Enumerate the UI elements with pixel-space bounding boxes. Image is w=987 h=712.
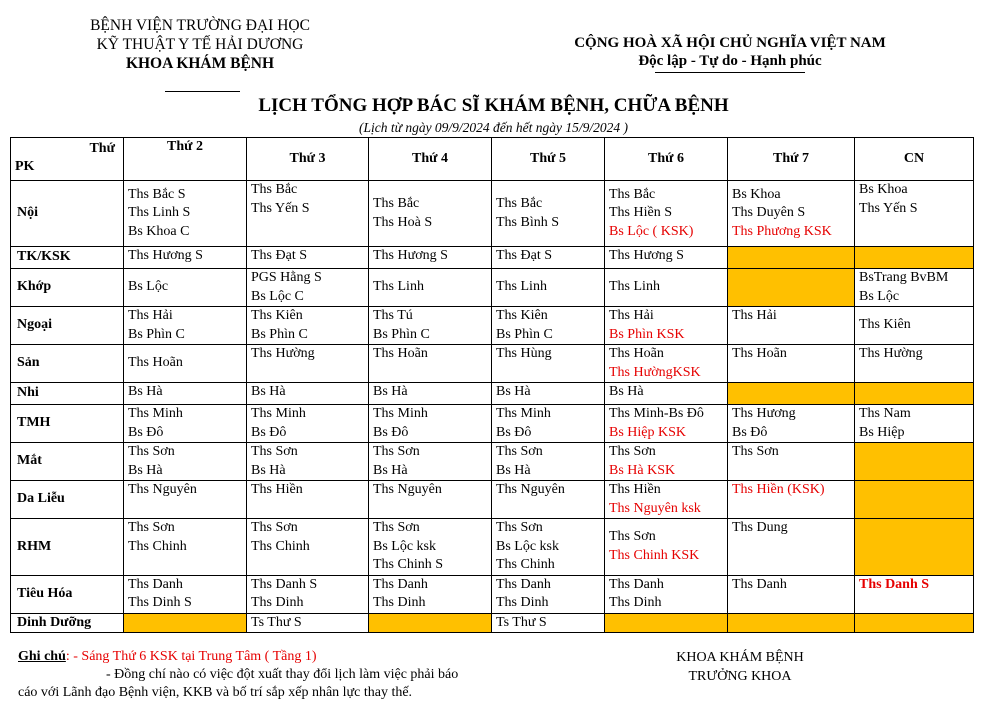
schedule-cell bbox=[855, 269, 974, 307]
pk-name-cell: Khớp bbox=[11, 269, 124, 307]
schedule-cell bbox=[369, 269, 492, 307]
doctor-name: Ths Sơn bbox=[496, 520, 543, 535]
doctor-name: Ths Bắc S bbox=[128, 186, 186, 202]
table-row bbox=[11, 481, 974, 519]
doctor-name: Ths Yến S bbox=[859, 200, 918, 216]
doctor-name: Bs Khoa bbox=[732, 186, 781, 202]
schedule-cell bbox=[492, 181, 605, 247]
doctor-name: Ths Minh bbox=[128, 406, 183, 421]
pk-name-cell: Mắt bbox=[11, 443, 124, 481]
pk-name-cell: Nội bbox=[11, 181, 124, 247]
table-row bbox=[11, 613, 974, 633]
doctor-name: Ths Danh S bbox=[251, 576, 318, 592]
doctor-name: Ths Hương S bbox=[373, 248, 448, 263]
schedule-body bbox=[11, 181, 974, 633]
note-line2: - Đồng chí nào có việc đột xuất thay đổi lịch làm việc phải báo bbox=[106, 667, 459, 682]
doctor-name: Ths Nguyên bbox=[496, 482, 565, 497]
schedule-cell bbox=[247, 345, 369, 383]
schedule-cell bbox=[728, 307, 855, 345]
signature-title: TRƯỞNG KHOA bbox=[688, 669, 792, 684]
signature-department: KHOA KHÁM BỆNH bbox=[676, 650, 804, 665]
doctor-name: Ths Minh bbox=[496, 406, 551, 421]
motto-underline bbox=[655, 72, 805, 73]
day-header: Thứ 6 bbox=[605, 138, 728, 181]
schedule-cell bbox=[492, 613, 605, 633]
doctor-name: Ths Bắc bbox=[496, 196, 543, 211]
schedule-cell bbox=[247, 519, 369, 576]
schedule-cell bbox=[855, 405, 974, 443]
schedule-cell bbox=[124, 383, 247, 405]
schedule-cell bbox=[728, 443, 855, 481]
hospital-header bbox=[40, 16, 360, 73]
schedule-cell bbox=[728, 519, 855, 576]
schedule-cell bbox=[247, 269, 369, 307]
doctor-name: Ths Hiền (KSK) bbox=[732, 482, 825, 497]
doctor-name: Ths Bắc bbox=[609, 186, 656, 202]
schedule-cell bbox=[124, 307, 247, 345]
table-row bbox=[11, 383, 974, 405]
doctor-name: Bs Hà bbox=[373, 462, 408, 478]
schedule-cell bbox=[124, 269, 247, 307]
doctor-name: Ths Bắc bbox=[373, 196, 420, 211]
doctor-name: Ths Chinh bbox=[496, 557, 555, 572]
doctor-name: Ths Kiên bbox=[496, 308, 548, 323]
schedule-cell bbox=[247, 383, 369, 405]
national-header bbox=[540, 34, 920, 73]
note-block bbox=[18, 648, 538, 702]
schedule-cell bbox=[124, 345, 247, 383]
schedule-cell bbox=[492, 481, 605, 519]
table-header-row bbox=[11, 138, 974, 181]
schedule-cell bbox=[605, 383, 728, 405]
doctor-name: Ths Dinh bbox=[373, 595, 426, 610]
empty-cell bbox=[855, 481, 974, 519]
doctor-name: Ths Hoãn bbox=[732, 346, 787, 361]
table-row bbox=[11, 345, 974, 383]
schedule-cell bbox=[605, 481, 728, 519]
doctor-name: Ths Đạt S bbox=[496, 248, 552, 263]
doctor-name: Bs Hà bbox=[251, 462, 286, 478]
doctor-name: Ths Hoãn bbox=[128, 355, 183, 371]
doctor-name: Ths Chinh bbox=[251, 538, 310, 554]
schedule-cell bbox=[605, 575, 728, 613]
doctor-name: BsTrang BvBM bbox=[859, 270, 949, 285]
schedule-cell bbox=[492, 405, 605, 443]
empty-cell bbox=[728, 613, 855, 633]
day-header: Thứ 3 bbox=[247, 138, 369, 181]
schedule-cell bbox=[855, 345, 974, 383]
note-label: Ghi chú bbox=[18, 649, 66, 664]
doctor-name: Bs Hà bbox=[128, 462, 163, 478]
table-row bbox=[11, 247, 974, 269]
schedule-cell bbox=[605, 181, 728, 247]
doctor-name: Bs Phìn C bbox=[496, 326, 553, 342]
empty-cell bbox=[855, 613, 974, 633]
empty-cell bbox=[369, 613, 492, 633]
schedule-cell bbox=[728, 345, 855, 383]
note-line1 bbox=[18, 648, 538, 666]
schedule-cell bbox=[247, 307, 369, 345]
schedule-cell bbox=[492, 575, 605, 613]
schedule-cell bbox=[369, 307, 492, 345]
hospital-name-line2: KỸ THUẬT Y TẾ HẢI DƯƠNG bbox=[96, 36, 304, 53]
schedule-cell bbox=[369, 519, 492, 576]
doctor-name: Ths Kiên bbox=[251, 308, 303, 323]
schedule-cell bbox=[728, 405, 855, 443]
corner-cell bbox=[11, 138, 124, 181]
schedule-cell bbox=[124, 481, 247, 519]
doctor-name: Ths Minh-Bs Đô bbox=[609, 406, 704, 421]
corner-pk-label: PK bbox=[15, 158, 35, 174]
doctor-name: Ths Sơn bbox=[609, 529, 656, 545]
empty-cell bbox=[728, 383, 855, 405]
doctor-name: Ths Sơn bbox=[128, 520, 175, 535]
empty-cell bbox=[855, 519, 974, 576]
hospital-name-line1: BỆNH VIỆN TRƯỜNG ĐẠI HỌC bbox=[90, 17, 310, 34]
schedule-cell bbox=[124, 405, 247, 443]
doctor-name: Bs Lộc C bbox=[251, 288, 304, 304]
doctor-name: Bs Đô bbox=[251, 424, 287, 440]
doctor-name: Bs Hiệp bbox=[859, 424, 905, 440]
table-row bbox=[11, 575, 974, 613]
schedule-cell bbox=[369, 443, 492, 481]
doctor-name: Ths HườngKSK bbox=[609, 364, 701, 380]
doctor-name: Ths Dinh S bbox=[128, 595, 192, 610]
doctor-name: Bs Đô bbox=[732, 424, 768, 440]
doctor-name: Ths Hải bbox=[609, 308, 654, 323]
pk-name-cell: Da Liễu bbox=[11, 481, 124, 519]
schedule-cell bbox=[369, 181, 492, 247]
schedule-cell bbox=[369, 383, 492, 405]
schedule-cell bbox=[492, 307, 605, 345]
signature-block bbox=[640, 648, 840, 686]
doctor-name: Ths Chinh bbox=[128, 538, 187, 554]
schedule-cell bbox=[855, 575, 974, 613]
schedule-cell bbox=[728, 481, 855, 519]
department-underline bbox=[165, 91, 240, 92]
doctor-name: Bs Hà bbox=[373, 384, 408, 399]
day-header: Thứ 5 bbox=[492, 138, 605, 181]
doctor-name: Ths Danh bbox=[609, 576, 664, 592]
empty-cell bbox=[605, 613, 728, 633]
schedule-cell bbox=[124, 443, 247, 481]
doctor-name: Ths Hiền S bbox=[609, 205, 672, 221]
document-title: LỊCH TỔNG HỢP BÁC SĨ KHÁM BỆNH, CHỮA BỆNH bbox=[258, 95, 729, 116]
doctor-name: Bs Hà bbox=[251, 384, 286, 399]
doctor-name: Ths Dinh bbox=[609, 595, 662, 610]
doctor-name: Ths Hương bbox=[732, 406, 796, 421]
schedule-cell bbox=[605, 307, 728, 345]
doctor-name: Ths Hoãn bbox=[609, 346, 664, 361]
schedule-cell bbox=[369, 481, 492, 519]
table-row bbox=[11, 519, 974, 576]
doctor-name: Ths Hoãn bbox=[373, 346, 428, 361]
doctor-name: Ths Danh bbox=[128, 576, 183, 592]
schedule-cell bbox=[247, 575, 369, 613]
doctor-name: Bs Hà bbox=[496, 462, 531, 478]
department-name: KHOA KHÁM BỆNH bbox=[125, 55, 275, 72]
schedule-cell bbox=[124, 247, 247, 269]
schedule-cell bbox=[124, 575, 247, 613]
doctor-name: Ths Sơn bbox=[609, 444, 656, 459]
doctor-name: Ths Hiền bbox=[251, 482, 303, 497]
empty-cell bbox=[855, 247, 974, 269]
doctor-name: Ths Yến S bbox=[251, 200, 310, 216]
doctor-name: Ths Linh S bbox=[128, 205, 191, 221]
note-separator: : - bbox=[65, 649, 82, 664]
doctor-name: Ths Sơn bbox=[732, 444, 779, 459]
doctor-name: Bs Lộc ksk bbox=[373, 538, 436, 554]
schedule-cell bbox=[369, 345, 492, 383]
schedule-cell bbox=[369, 247, 492, 269]
schedule-cell bbox=[855, 181, 974, 247]
pk-name-cell: Nhi bbox=[11, 383, 124, 405]
doctor-name: Ths Hường bbox=[251, 346, 315, 361]
doctor-name: Ths Đạt S bbox=[251, 248, 307, 263]
day-header: Thứ 7 bbox=[728, 138, 855, 181]
schedule-cell bbox=[728, 181, 855, 247]
schedule-cell bbox=[247, 481, 369, 519]
corner-day-label: Thứ bbox=[89, 141, 115, 156]
schedule-cell bbox=[247, 443, 369, 481]
doctor-name: Ths Sơn bbox=[496, 444, 543, 459]
doctor-name: Ths Danh bbox=[732, 576, 787, 592]
schedule-cell bbox=[605, 443, 728, 481]
empty-cell bbox=[124, 613, 247, 633]
doctor-name: Ths Danh S bbox=[859, 576, 930, 592]
schedule-cell bbox=[369, 405, 492, 443]
table-row bbox=[11, 405, 974, 443]
schedule-cell bbox=[605, 405, 728, 443]
schedule-cell bbox=[605, 519, 728, 576]
doctor-name: Bs Đô bbox=[128, 424, 164, 440]
doctor-name: Bs Lộc ksk bbox=[496, 538, 559, 554]
note-ksk-text: Sáng Thứ 6 KSK tại Trung Tâm ( Tầng 1) bbox=[81, 649, 317, 664]
national-motto: Độc lập - Tự do - Hạnh phúc bbox=[638, 53, 822, 69]
table-row bbox=[11, 307, 974, 345]
table-row bbox=[11, 443, 974, 481]
doctor-name: Ths Nguyên bbox=[128, 482, 197, 497]
table-row bbox=[11, 269, 974, 307]
schedule-cell bbox=[124, 519, 247, 576]
schedule-cell bbox=[247, 613, 369, 633]
doctor-name: Bs Khoa C bbox=[128, 223, 190, 239]
pk-name-cell: Tiêu Hóa bbox=[11, 575, 124, 613]
country-name: CỘNG HOÀ XÃ HỘI CHỦ NGHĨA VIỆT NAM bbox=[574, 35, 886, 51]
pk-name-cell: TK/KSK bbox=[11, 247, 124, 269]
doctor-name: Ths Tú bbox=[373, 308, 413, 323]
doctor-name: Bs Hiệp KSK bbox=[609, 424, 687, 440]
schedule-cell bbox=[492, 443, 605, 481]
doctor-name: Ths Kiên bbox=[859, 317, 911, 333]
doctor-name: Bs Khoa bbox=[859, 182, 908, 197]
doctor-name: Ths Dinh bbox=[496, 595, 549, 610]
schedule-cell bbox=[605, 345, 728, 383]
doctor-name: Bs Đô bbox=[373, 424, 409, 440]
schedule-cell bbox=[855, 307, 974, 345]
doctor-name: Bs Hà bbox=[609, 384, 644, 399]
pk-name-cell: Sản bbox=[11, 345, 124, 383]
doctor-name: Ths Hải bbox=[732, 308, 777, 323]
doctor-name: Bs Hà bbox=[496, 384, 531, 399]
doctor-name: Ths Danh bbox=[496, 576, 551, 592]
schedule-cell bbox=[728, 575, 855, 613]
note-line3: cáo với Lãnh đạo Bệnh viện, KKB và bố trí sắp xếp nhân lực thay thế. bbox=[18, 685, 413, 700]
schedule-table bbox=[10, 137, 974, 633]
schedule-cell bbox=[492, 269, 605, 307]
doctor-name: Ths Chinh KSK bbox=[609, 547, 700, 563]
doctor-name: Ths Duyên S bbox=[732, 205, 806, 221]
schedule-cell bbox=[492, 345, 605, 383]
doctor-name: Ths Hường bbox=[859, 346, 923, 361]
doctor-name: Ths Sơn bbox=[373, 520, 420, 535]
schedule-cell bbox=[247, 247, 369, 269]
doctor-name: Ts Thư S bbox=[251, 614, 302, 630]
doctor-name: Ths Sơn bbox=[251, 444, 298, 459]
doctor-name: Ths Linh bbox=[496, 279, 547, 295]
empty-cell bbox=[855, 383, 974, 405]
doctor-name: Ths Chinh S bbox=[373, 557, 444, 572]
schedule-cell bbox=[247, 405, 369, 443]
schedule-cell bbox=[247, 181, 369, 247]
schedule-cell bbox=[605, 247, 728, 269]
doctor-name: Ths Hiền bbox=[609, 482, 661, 497]
doctor-name: Ths Minh bbox=[251, 406, 306, 421]
doctor-name: Bs Lộc ( KSK) bbox=[609, 223, 694, 239]
doctor-name: Ths Minh bbox=[373, 406, 428, 421]
doctor-name: Ths Hoà S bbox=[373, 214, 433, 230]
doctor-name: Bs Đô bbox=[496, 424, 532, 440]
day-header: Thứ 2 bbox=[124, 138, 247, 181]
doctor-name: Bs Phìn C bbox=[373, 326, 430, 342]
doctor-name: Ths Sơn bbox=[251, 520, 298, 535]
doctor-name: Ths Linh bbox=[609, 279, 660, 295]
doctor-name: PGS Hằng S bbox=[251, 270, 322, 285]
pk-name-cell: Dinh Dưỡng bbox=[11, 613, 124, 633]
doctor-name: Ths Sơn bbox=[128, 444, 175, 459]
pk-name-cell: Ngoại bbox=[11, 307, 124, 345]
doctor-name: Ths Hương S bbox=[609, 248, 684, 263]
doctor-name: Bs Hà KSK bbox=[609, 462, 676, 478]
doctor-name: Ths Dinh bbox=[251, 595, 304, 610]
day-header: Thứ 4 bbox=[369, 138, 492, 181]
pk-name-cell: TMH bbox=[11, 405, 124, 443]
pk-name-cell: RHM bbox=[11, 519, 124, 576]
schedule-cell bbox=[369, 575, 492, 613]
doctor-name: Bs Hà bbox=[128, 384, 163, 399]
doctor-name: Bs Phìn C bbox=[128, 326, 185, 342]
doctor-name: Ths Hương S bbox=[128, 248, 203, 263]
empty-cell bbox=[728, 247, 855, 269]
doctor-name: Ths Nguyên ksk bbox=[609, 500, 701, 516]
doctor-name: Ths Hùng bbox=[496, 346, 552, 361]
schedule-cell bbox=[492, 383, 605, 405]
doctor-name: Ths Nam bbox=[859, 406, 911, 421]
doctor-name: Ths Nguyên bbox=[373, 482, 442, 497]
empty-cell bbox=[728, 269, 855, 307]
doctor-name: Bs Phìn C bbox=[251, 326, 308, 342]
schedule-cell bbox=[492, 247, 605, 269]
doctor-name: Bs Lộc bbox=[128, 279, 169, 295]
doctor-name: Ths Hải bbox=[128, 308, 173, 323]
schedule-cell bbox=[492, 519, 605, 576]
table-row bbox=[11, 181, 974, 247]
doctor-name: Ths Bắc bbox=[251, 182, 298, 197]
doctor-name: Ths Dung bbox=[732, 520, 788, 535]
schedule-cell bbox=[605, 269, 728, 307]
doctor-name: Ts Thư S bbox=[496, 614, 547, 630]
doctor-name: Bs Lộc bbox=[859, 288, 900, 304]
doctor-name: Ths Linh bbox=[373, 279, 424, 295]
doctor-name: Ths Sơn bbox=[373, 444, 420, 459]
doctor-name: Ths Phương KSK bbox=[732, 223, 832, 239]
day-header: CN bbox=[855, 138, 974, 181]
schedule-cell bbox=[124, 181, 247, 247]
doctor-name: Bs Phìn KSK bbox=[609, 326, 685, 342]
document-subtitle: (Lịch từ ngày 09/9/2024 đến hết ngày 15/9/2024 ) bbox=[358, 120, 629, 135]
empty-cell bbox=[855, 443, 974, 481]
doctor-name: Ths Bình S bbox=[496, 214, 560, 230]
doctor-name: Ths Danh bbox=[373, 576, 428, 592]
